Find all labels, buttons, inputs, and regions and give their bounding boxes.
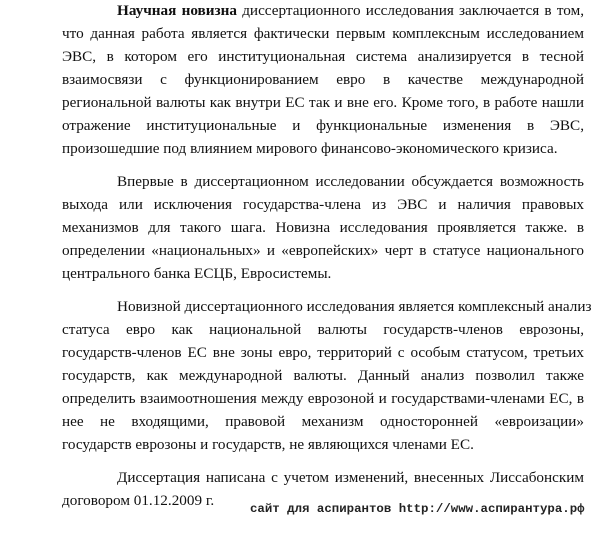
paragraph-3-line-6: нее не входящими, правовой механизм односторонней «евроизации» bbox=[62, 413, 584, 430]
paragraph-3-line-4: государств, как международной валюты. Данный анализ позволил также bbox=[62, 367, 584, 384]
paragraph-2-line-1: Впервые в диссертационном исследовании обсуждается возможность bbox=[117, 173, 584, 190]
paragraph-2-line-4: определении «национальных» и «европейских» черт в статусе национального bbox=[62, 242, 584, 259]
paragraph-1-line-3: ЭВС, в котором его институциональная система анализируется в тесной bbox=[62, 48, 584, 65]
paragraph-2-line-3: механизмов для такого шага. Новизна исследования проявляется также. в bbox=[62, 219, 584, 236]
paragraph-3-line-3: государств-членов ЕС вне зоны евро, территорий с особым статусом, третьих bbox=[62, 344, 584, 361]
site-watermark-text: сайт для аспирантов http://www.аспирантура.рф bbox=[250, 502, 585, 516]
paragraph-1-line-2: что данная работа является фактически первым комплексным исследованием bbox=[62, 25, 584, 42]
paragraph-2-line-2: выхода или исключения государства-члена из ЭВС и наличия правовых bbox=[62, 196, 584, 213]
paragraph-1-line-7: произошедшие под влиянием мирового финансово-экономического кризиса. bbox=[62, 140, 558, 157]
paragraph-4-line-2: договором 01.12.2009 г. bbox=[62, 492, 215, 509]
paragraph-3-line-7: государств еврозоны и государств, не являющихся членами ЕС. bbox=[62, 436, 474, 453]
paragraph-1-line-6: отражение институциональные и функциональные изменения в ЭВС, bbox=[62, 117, 584, 134]
paragraph-1-line-5: региональной валюты как внутри ЕС так и вне его. Кроме того, в работе нашли bbox=[62, 94, 584, 111]
paragraph-3-line-5: определить взаимоотношения между еврозоной и государствами-членами ЕС, в bbox=[62, 390, 584, 407]
paragraph-1-line-4: взаимосвязи с функционированием евро в качестве международной bbox=[62, 71, 584, 88]
paragraph-3-line-2: статуса евро как национальной валюты государств-членов еврозоны, bbox=[62, 321, 584, 338]
paragraph-3-line-1: Новизной диссертационного исследования является комплексный анализ bbox=[117, 298, 592, 315]
paragraph-1-line-1 bbox=[62, 0, 584, 22]
novelty-heading: Научная новизна bbox=[117, 2, 237, 19]
paragraph-2-line-5: центрального банка ЕСЦБ, Евросистемы. bbox=[62, 265, 332, 282]
paragraph-4-line-1: Диссертация написана с учетом изменений, внесенных Лиссабонским bbox=[117, 469, 584, 486]
paragraph-1-line-1-text: диссертационного исследования заключается в том, bbox=[236, 2, 584, 19]
